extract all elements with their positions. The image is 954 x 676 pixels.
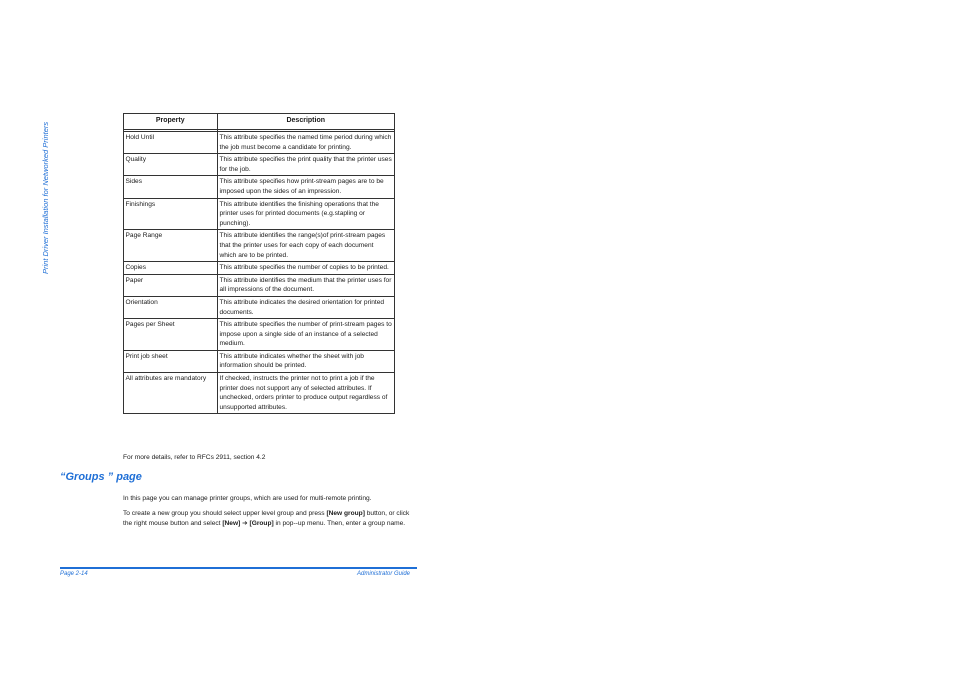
table-row [124,262,395,275]
table-header-row [124,114,395,130]
property-cell: Quality [124,154,218,176]
description-cell: This attribute specifies the number of copies to be printed. [218,262,395,275]
column-header-property: Property [124,114,218,130]
description-cell: This attribute specifies how print-stream pages are to be imposed upon the sides of an impression. [218,176,395,198]
description-cell: This attribute identifies the range(s)of print-stream pages that the printer uses for each copy of each document which are to be printed. [218,230,395,262]
property-cell: Print job sheet [124,350,218,372]
side-title: Print Driver Installation for Networked Printers [41,121,50,274]
footer-divider [60,567,417,569]
instructions-paragraph [123,509,418,530]
description-cell: This attribute identifies the medium that the printer uses for all impressions of the document. [218,274,395,296]
description-cell: This attribute indicates whether the sheet with job information should be printed. [218,350,395,372]
new-group-label: [New group] [326,510,365,517]
description-cell: If checked, instructs the printer not to print a job if the printer does not support any of selected attributes. If unchecked, orders printer to produce output regardless of unsupported attributes. [218,373,395,414]
table-row [124,176,395,198]
instructions-text: in pop--up menu. Then, enter a group name. [273,520,406,528]
description-cell: This attribute specifies the number of print-stream pages to impose upon a single side of an instance of a selected medium. [218,319,395,351]
table-row [124,373,395,414]
table-row [124,319,395,351]
description-cell: This attribute indicates the desired orientation for printed documents. [218,296,395,318]
rfc-reference-note: For more details, refer to RFCs 2911, section 4.2 [123,454,266,461]
description-cell: This attribute identifies the finishing operations that the printer uses for printed documents (e.g.stapling or punching). [218,198,395,230]
property-cell: All attributes are mandatory [124,373,218,414]
group-menu-label: [Group] [249,520,274,528]
property-cell: Hold Until [124,132,218,154]
intro-paragraph: In this page you can manage printer groups, which are used for multi-remote printing. [123,495,372,502]
table-row [124,198,395,230]
property-table [123,113,395,414]
instructions-text: To create a new group you should select upper level group and press [123,510,327,517]
property-cell: Paper [124,274,218,296]
guide-title: Administrator Guide [357,571,411,577]
arrow-right-icon: ➔ [240,520,250,528]
table-row [124,274,395,296]
table-row [124,296,395,318]
property-cell: Sides [124,176,218,198]
description-cell: This attribute specifies the print quality that the printer uses for the job. [218,154,395,176]
instructions-text: button, or click the right mouse button and select [123,510,410,528]
table-row [124,350,395,372]
section-heading: “Groups ” page [60,471,142,483]
new-menu-label: [New] [222,520,241,528]
table-row [124,132,395,154]
table-row [124,154,395,176]
property-cell: Finishings [124,198,218,230]
table-row [124,230,395,262]
column-header-description: Description [218,114,395,130]
property-cell: Copies [124,262,218,275]
property-cell: Pages per Sheet [124,319,218,351]
description-cell: This attribute specifies the named time period during which the job must become a candidate for printing. [218,132,395,154]
property-cell: Page Range [124,230,218,262]
page-number: Page 2-14 [60,571,88,577]
property-cell: Orientation [124,296,218,318]
